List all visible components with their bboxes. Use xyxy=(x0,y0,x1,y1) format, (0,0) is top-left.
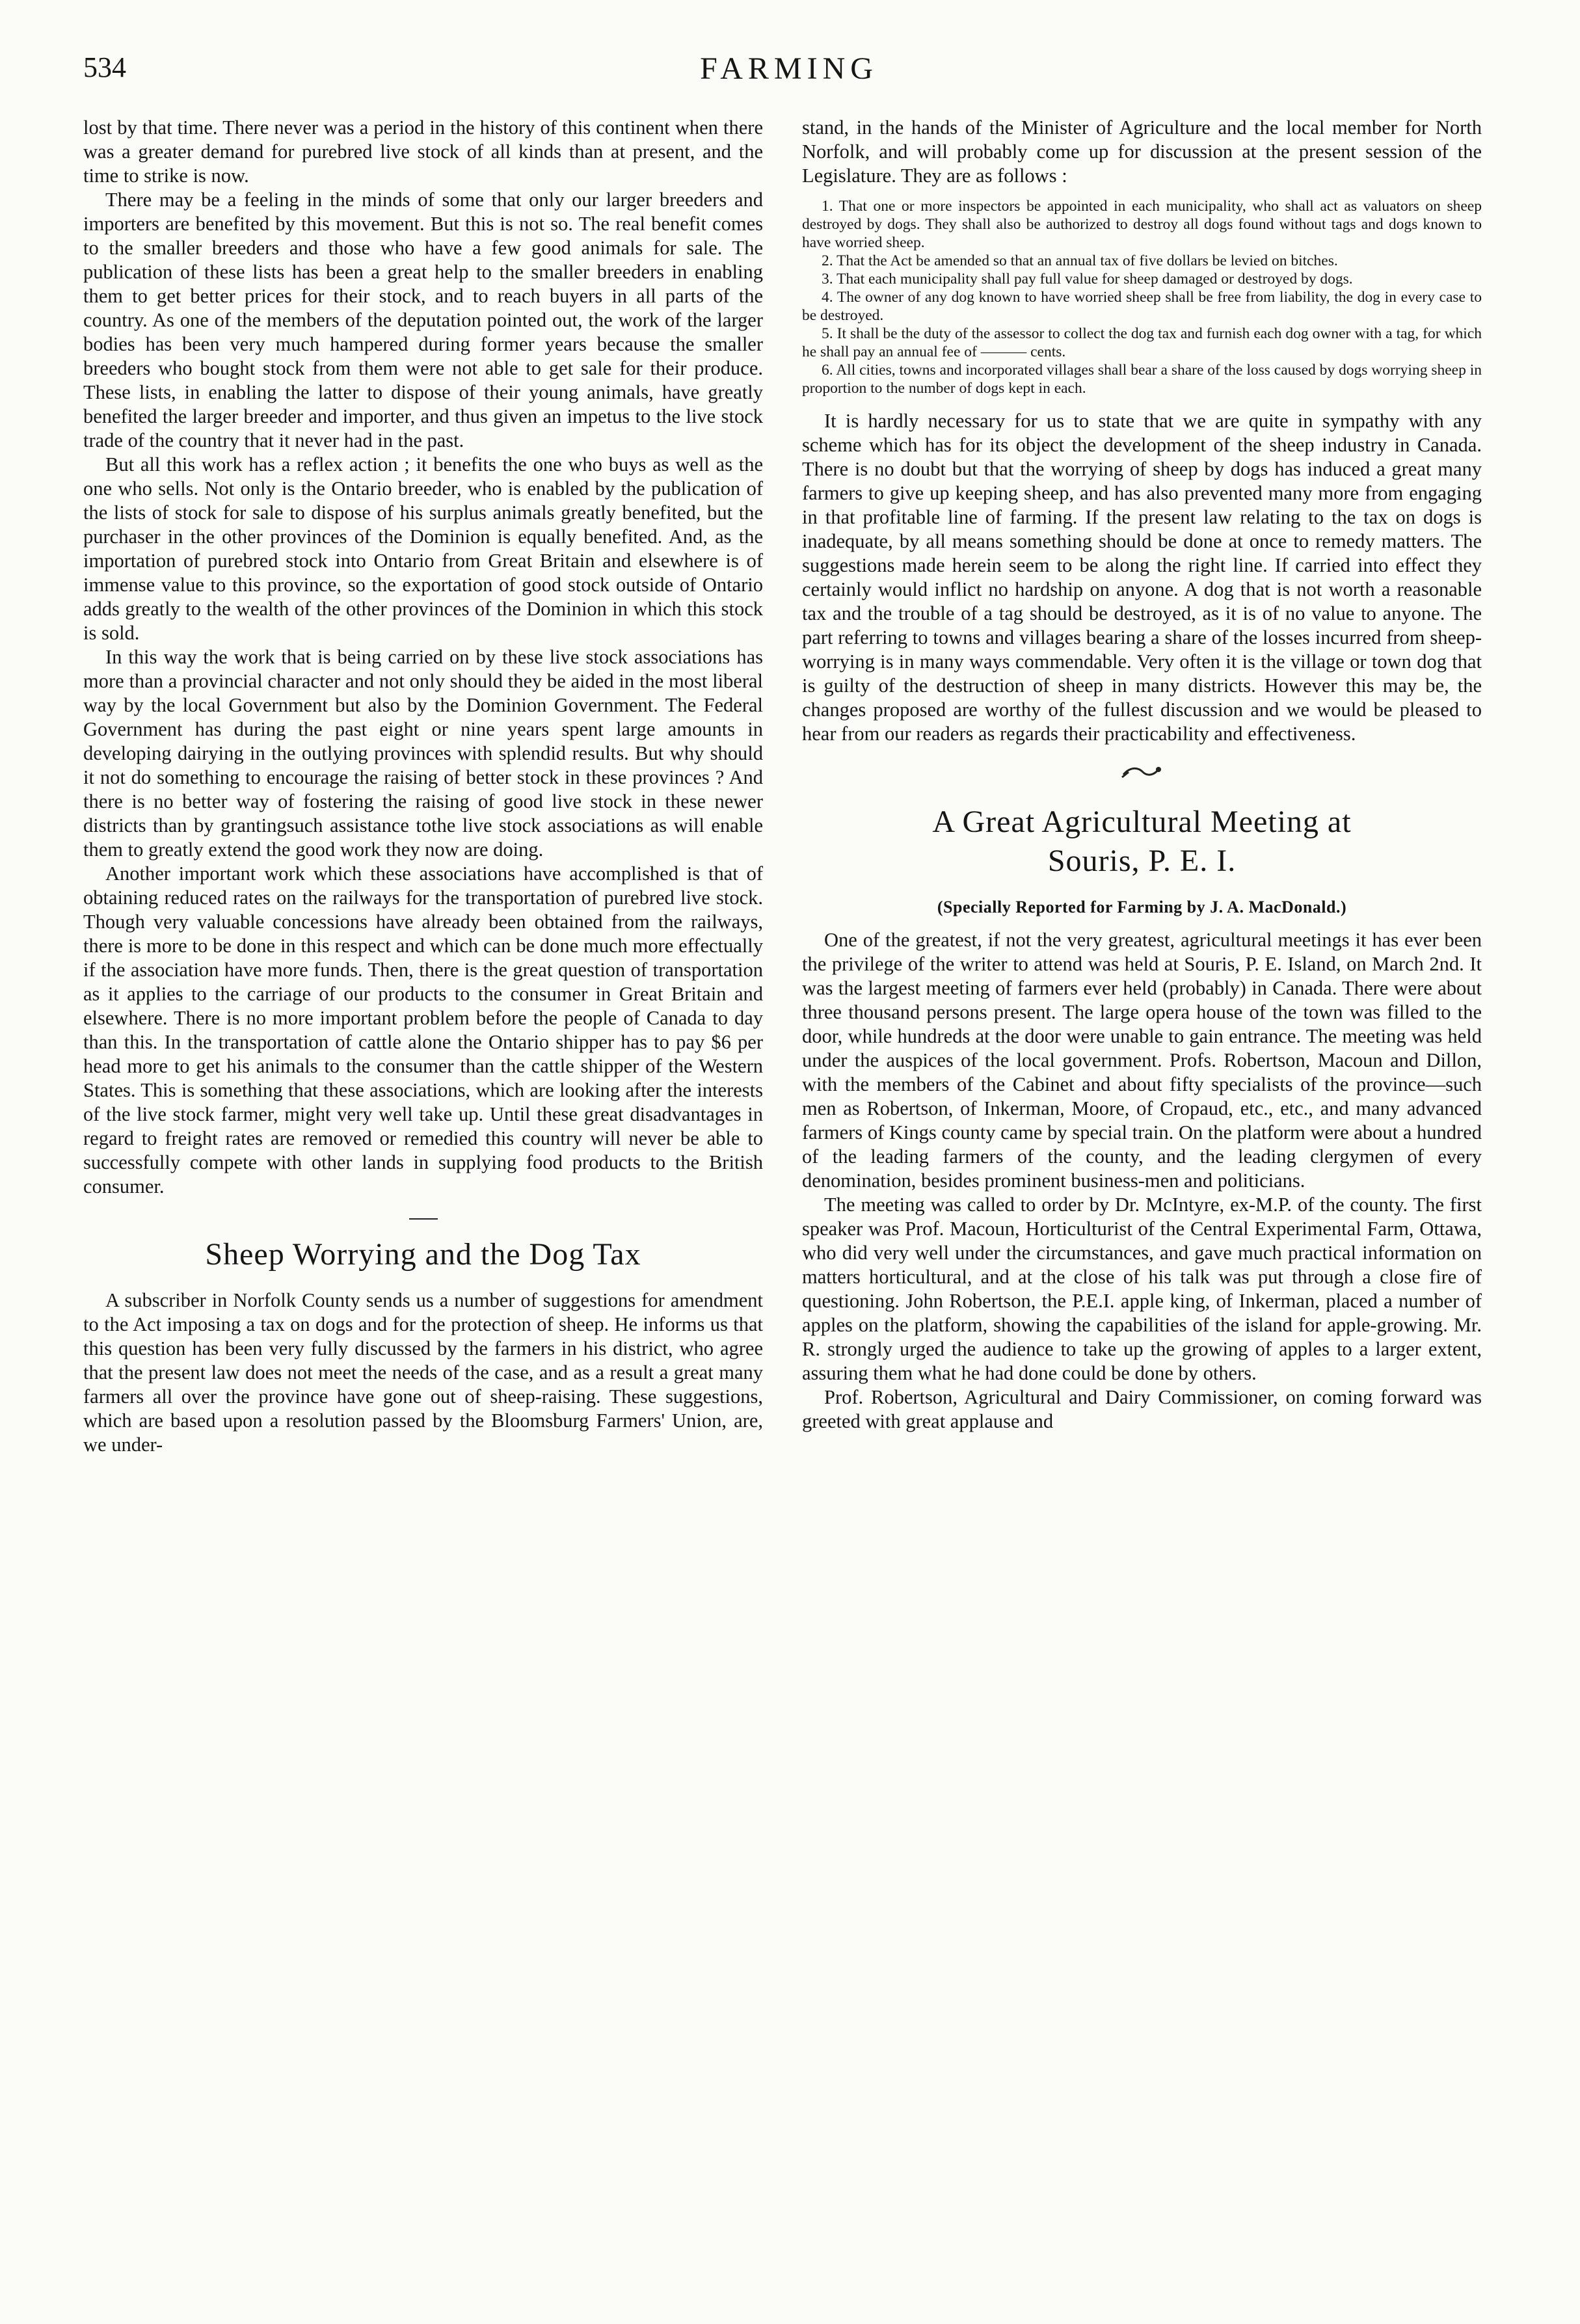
right-column xyxy=(802,116,1482,1434)
body-paragraph: The meeting was called to order by Dr. McIntyre, ex-M.P. of the county. The first speaker was Prof. Macoun, Horticulturist of the Central Experimental Farm, Ottawa, who did very well under the circumstances, and gave much practical information on matters horticultural, and at the close of his talk was put through a close fire of questioning. John Robertson, the P.E.I. apple king, of Inkerman, placed a number of apples on the platform, showing the capabilities of the island for apple-growing. Mr. R. strongly urged the audience to take up the growing of apples to a larger extent, assuring them what he had done could be done by others. xyxy=(802,1194,1482,1384)
body-paragraph: There may be a feeling in the minds of some that only our larger breeders and importers are benefited by this movement. But this is not so. The real benefit comes to the smaller breeders and those who have a few good animals for sale. The publication of these lists has been a great help to the smaller breeders in enabling them to get better prices for their stock, and to reach buyers in all parts of the country. As one of the members of the deputation pointed out, the work of the larger bodies has been very much hampered during former years because the smaller breeders who bought stock from them were not able to get sale for their produce. These lists, in enabling the latter to dispose of their young animals, have greatly benefited the larger breeder and importer, and thus given an impetus to the live stock trade of the country that it never had in the past. xyxy=(83,189,763,451)
byline: (Specially Reported for Farming by J. A. MacDonald.) xyxy=(937,898,1347,916)
body-paragraph: stand, in the hands of the Minister of Agriculture and the local member for North Norfolk, and will probably come up for discussion at the present session of the Legislature. They are as follows : xyxy=(802,116,1482,187)
body-paragraph: A subscriber in Norfolk County sends us a number of suggestions for amendment to the Act imposing a tax on dogs and for the protection of sheep. He informs us that this question has been very fully discussed by the farmers in his district, who agree that the present law does not meet the needs of the case, and as a result a great many farmers all over the province have gone out of sheep-raising. These suggestions, which are based upon a resolution passed by the Bloomsburg Farmers' Union, are, we under- xyxy=(83,1289,763,1456)
body-paragraph: It is hardly necessary for us to state that we are quite in sympathy with any scheme which has for its object the development of the sheep industry in Canada. There is no doubt but that the worrying of sheep by dogs has induced a great many farmers to give up keeping sheep, and has also prevented many more from engaging in that profitable line of farming. If the present law relating to the tax on dogs is inadequate, by all means something should be done at once to remedy matters. The suggestions made herein seem to be along the right line. If carried into effect they certainly would inflict no hardship on anyone. A dog that is not worth a reasonable tax and the trouble of a tag should be destroyed, as it is of no value to anyone. The part referring to towns and villages bearing a share of the losses incurred from sheep-worrying is in many ways commendable. Very often it is the village or town dog that is guilty of the destruction of sheep in many districts. However this may be, the changes proposed are worthy of the fullest discussion and we would be pleased to hear from our readers as regards their practicability and effectiveness. xyxy=(802,410,1482,745)
left-column xyxy=(83,116,763,1457)
body-paragraph: Prof. Robertson, Agricultural and Dairy Commissioner, on coming forward was greeted with great applause and xyxy=(802,1386,1482,1432)
article-heading: Sheep Worrying and the Dog Tax xyxy=(205,1237,641,1272)
ornament-icon xyxy=(802,763,1482,787)
list-item: 1. That one or more inspectors be appointed in each municipality, who shall act as valuators on sheep destroyed by dogs. They shall also be authorized to destroy all dogs found without tags and dogs known to have worried sheep. xyxy=(802,198,1482,251)
page-number: 534 xyxy=(83,51,126,83)
body-paragraph: Another important work which these associations have accomplished is that of obtaining reduced rates on the railways for the transportation of purebred live stock. Though very valuable concessions have already been obtained from the railways, there is more to be done in this respect and which can be done much more effectually if the association have more funds. Then, there is the great question of transportation as it applies to the carriage of our products to the consumer in Great Britain and elsewhere. There is no more important problem before the people of Canada to day than this. In the transportation of cattle alone the Ontario shipper has to pay $6 per head more to get his animals to the consumer than the cattle shipper of the Western States. This is something that these associations, which are looking after the interests of the live stock farmer, might very well take up. Until these great disadvantages in regard to freight rates are removed or remedied this country will never be able to successfully compete with other lands in supplying food products to the British consumer. xyxy=(83,862,763,1197)
publication-title: FARMING xyxy=(700,51,878,86)
section-divider xyxy=(409,1218,438,1220)
body-paragraph: One of the greatest, if not the very greatest, agricultural meetings it has ever been the privilege of the writer to attend was held at Souris, P. E. Island, on March 2nd. It was the largest meeting of farmers ever held (probably) in Canada. There were about three thousand persons present. The large opera house of the town was filled to the door, while hundreds at the door were unable to gain entrance. The meeting was held under the auspices of the local government. Profs. Robertson, Macoun and Dillon, with the members of the Cabinet and about fifty specialists of the province—such men as Robertson, of Inkerman, Moore, of Cropaud, etc., etc., and many advanced farmers of Kings county came by special train. On the platform were about a hundred of the leading farmers of the county, and the leading clergymen of every denomination, besides prominent business-men and politicians. xyxy=(802,929,1482,1192)
list-item: 2. That the Act be amended so that an annual tax of five dollars be levied on bitches. xyxy=(822,252,1338,269)
body-paragraph: In this way the work that is being carried on by these live stock associations has more than a provincial character and not only should they be aided in the most liberal way by the local Government but also by the Dominion Government. The Federal Government has during the past eight or nine years spent large amounts in developing dairying in the outlying provinces with splendid results. But why should it not do something to encourage the raising of better stock in these provinces ? And there is no better way of fostering the raising of good live stock in these newer districts than by grantingsuch assistance tothe live stock associations as will enable them to greatly extend the good work they now are doing. xyxy=(83,646,763,861)
heading-line: A Great Agricultural Meeting at xyxy=(932,805,1352,839)
body-paragraph: lost by that time. There never was a period in the history of this continent when there was a greater demand for purebred live stock of all kinds than at present, and the time to strike is now. xyxy=(83,116,763,187)
list-item: 3. That each municipality shall pay full value for sheep damaged or destroyed by dogs. xyxy=(822,271,1353,287)
running-head xyxy=(83,51,1495,96)
body-paragraph: But all this work has a reflex action ; it benefits the one who buys as well as the one who sells. Not only is the Ontario breeder, who is enabled by the publication of the lists of stock for sale to dispose of his surplus animals greatly benefited, but the purchaser in the other provinces of the Dominion is equally benefited. And, as the importation of purebred stock into Ontario from Great Britain and elsewhere is of immense value to this province, so the exportation of good stock outside of Ontario adds greatly to the wealth of the other provinces of the Dominion in which this stock is sold. xyxy=(83,453,763,644)
list-item: 6. All cities, towns and incorporated villages shall bear a share of the loss caused by dogs worrying sheep in proportion to the number of dogs kept in each. xyxy=(802,362,1482,397)
list-item: 4. The owner of any dog known to have worried sheep shall be free from liability, the dog in every case to be destroyed. xyxy=(802,289,1482,324)
heading-line: Souris, P. E. I. xyxy=(1047,844,1237,878)
article-heading xyxy=(802,803,1482,881)
list-item: 5. It shall be the duty of the assessor to collect the dog tax and furnish each dog owner with a tag, for which he shall pay an annual fee of ——— cents. xyxy=(802,325,1482,360)
suggestions-list xyxy=(802,197,1482,397)
